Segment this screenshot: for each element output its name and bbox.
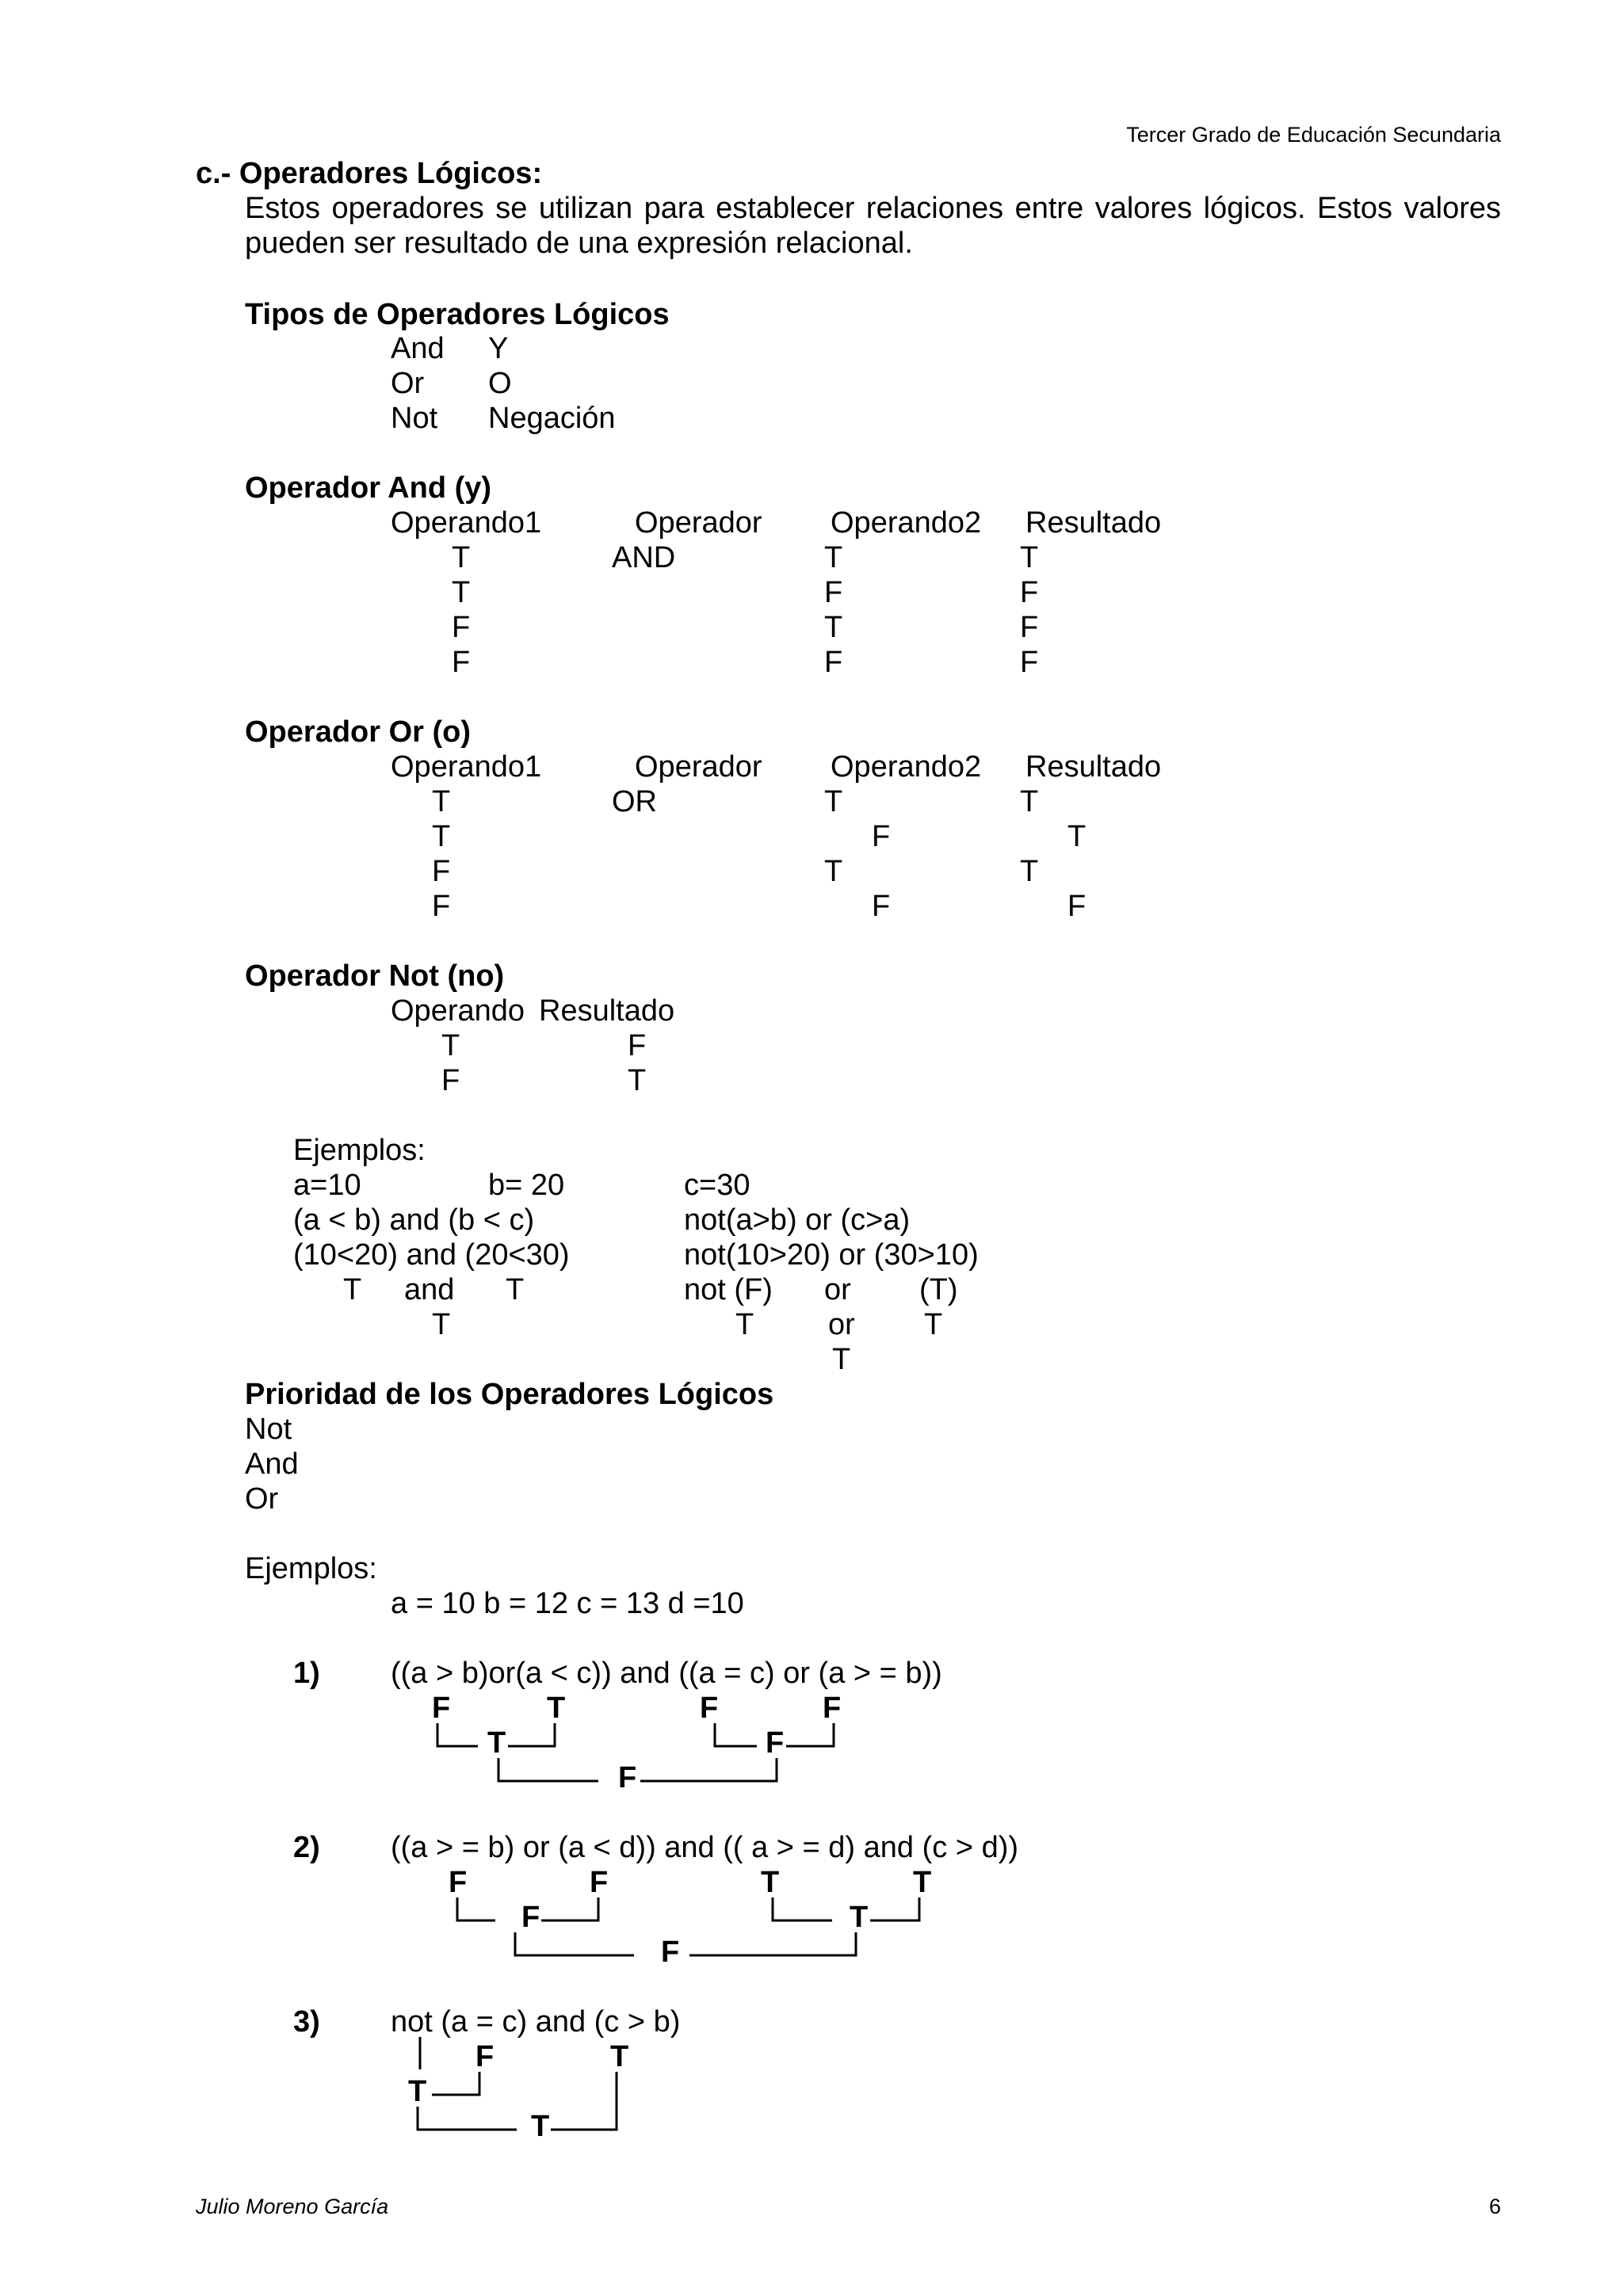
example-2-eval: F [590, 1866, 609, 1899]
bracket-line [418, 2072, 617, 2130]
intro-line-1: Estos operadores se utilizan para establecer relaciones entre valores lógicos. Estos valores [245, 192, 1501, 225]
example-3-expression: not (a = c) and (c > b) [391, 2005, 681, 2039]
priority-title: Prioridad de los Operadores Lógicos [245, 1378, 774, 1411]
and-cell: T [452, 576, 471, 609]
example-2-eval: F [521, 1901, 540, 1934]
intro-line-2: pueden ser resultado de una expresión relacional. [245, 227, 913, 260]
or-cell: F [432, 855, 451, 888]
and-cell: T [824, 611, 843, 644]
not-table-title: Operador Not (no) [245, 959, 505, 993]
example-var-b: b= 20 [488, 1169, 565, 1202]
example-left-eval: T [343, 1273, 362, 1306]
and-table-title: Operador And (y) [245, 471, 492, 505]
or-operator: OR [612, 785, 657, 818]
or-cell: T [824, 855, 843, 888]
example-1-eval: F [823, 1691, 842, 1725]
example-3-number: 3) [293, 2005, 320, 2039]
bracket-line [432, 2072, 479, 2095]
bracket-line [715, 1723, 834, 1746]
bracket-line [498, 1758, 777, 1781]
not-cell: T [628, 1064, 647, 1097]
example-1-expression: ((a > b)or(a < c)) and ((a = c) or (a > = b)) [391, 1657, 942, 1690]
type-meaning: Negación [488, 402, 616, 435]
and-cell: F [824, 646, 843, 679]
example-1-eval: T [487, 1726, 506, 1760]
and-header: Operando1 [391, 506, 542, 540]
and-cell: F [1020, 646, 1039, 679]
examples2-title: Ejemplos: [245, 1552, 377, 1585]
example-left-eval: and [404, 1273, 455, 1306]
example-1-number: 1) [293, 1657, 320, 1690]
example-3-eval: F [475, 2040, 495, 2073]
type-op: Not [391, 402, 438, 435]
page-number: 6 [1488, 2195, 1501, 2218]
or-cell: T [824, 785, 843, 818]
or-table-title: Operador Or (o) [245, 715, 472, 749]
and-cell: F [452, 646, 471, 679]
example-right-expr: not(a>b) or (c>a) [684, 1203, 911, 1237]
example-3-eval: T [408, 2075, 427, 2108]
priority-item: Or [245, 1482, 279, 1516]
and-cell: F [824, 576, 843, 609]
not-cell: F [628, 1029, 647, 1062]
and-cell: T [1020, 541, 1039, 574]
example-right-eval2: or [828, 1308, 855, 1341]
examples2-vars: a = 10 b = 12 c = 13 d =10 [391, 1587, 744, 1620]
example-right-eval: (T) [919, 1273, 958, 1306]
example-left-subst: (10<20) and (20<30) [293, 1238, 570, 1272]
example-right-eval2: T [735, 1308, 754, 1341]
or-cell: F [432, 890, 451, 923]
bracket-line [515, 1932, 856, 1955]
example-3-result: T [531, 2110, 550, 2143]
example-right-eval: not (F) [684, 1273, 773, 1306]
example-right-eval2: T [924, 1308, 943, 1341]
example-1-eval: F [700, 1691, 719, 1725]
example-right-eval: or [824, 1273, 851, 1306]
priority-item: And [245, 1447, 299, 1481]
example-right-subst: not(10>20) or (30>10) [684, 1238, 979, 1272]
example-2-eval: T [850, 1901, 869, 1934]
example-left-expr: (a < b) and (b < c) [293, 1203, 535, 1237]
or-header: Operando1 [391, 750, 542, 784]
or-header: Operador [635, 750, 762, 784]
not-cell: F [441, 1064, 460, 1097]
and-header: Operando2 [831, 506, 982, 540]
example-2-eval: T [761, 1866, 780, 1899]
example-3-eval: T [610, 2040, 629, 2073]
or-cell: T [1020, 785, 1039, 818]
example-1-eval: T [547, 1691, 566, 1725]
not-cell: T [441, 1029, 460, 1062]
footer-author: Julio Moreno García [196, 2195, 389, 2218]
or-cell: F [872, 820, 891, 853]
and-cell: F [1020, 611, 1039, 644]
example-2-number: 2) [293, 1831, 320, 1864]
or-cell: T [1020, 855, 1039, 888]
type-meaning: Y [488, 332, 509, 365]
example-2-result: F [661, 1936, 680, 1969]
and-header: Resultado [1025, 506, 1162, 540]
or-header: Resultado [1025, 750, 1162, 784]
types-title: Tipos de Operadores Lógicos [245, 298, 670, 331]
not-header: Resultado [539, 994, 675, 1028]
bracket-line [773, 1897, 919, 1920]
and-cell: F [1020, 576, 1039, 609]
example-left-eval: T [506, 1273, 525, 1306]
and-cell: F [452, 611, 471, 644]
example-var-c: c=30 [684, 1169, 750, 1202]
type-meaning: O [488, 367, 512, 400]
priority-item: Not [245, 1413, 292, 1446]
example-2-eval: F [449, 1866, 468, 1899]
or-cell: T [432, 785, 451, 818]
examples-title: Ejemplos: [293, 1134, 426, 1167]
example-1-eval: F [432, 1691, 451, 1725]
page-header: Tercer Grado de Educación Secundaria [1126, 123, 1501, 147]
bracket-line [457, 1897, 598, 1920]
bracket-line [437, 1723, 555, 1746]
section-title: c.- Operadores Lógicos: [196, 157, 543, 190]
and-header: Operador [635, 506, 762, 540]
type-op: Or [391, 367, 425, 400]
or-header: Operando2 [831, 750, 982, 784]
example-2-eval: T [913, 1866, 932, 1899]
or-cell: F [872, 890, 891, 923]
example-left-result: T [432, 1308, 451, 1341]
example-2-expression: ((a > = b) or (a < d)) and (( a > = d) and (c > d)) [391, 1831, 1019, 1864]
not-header: Operando [391, 994, 525, 1028]
and-cell: T [452, 541, 471, 574]
example-1-eval: F [766, 1726, 785, 1760]
or-cell: F [1067, 890, 1086, 923]
and-operator: AND [612, 541, 676, 574]
example-var-a: a=10 [293, 1169, 361, 1202]
or-cell: T [1067, 820, 1086, 853]
type-op: And [391, 332, 445, 365]
example-right-result: T [832, 1343, 851, 1376]
or-cell: T [432, 820, 451, 853]
and-cell: T [824, 541, 843, 574]
example-1-result: F [618, 1761, 637, 1794]
